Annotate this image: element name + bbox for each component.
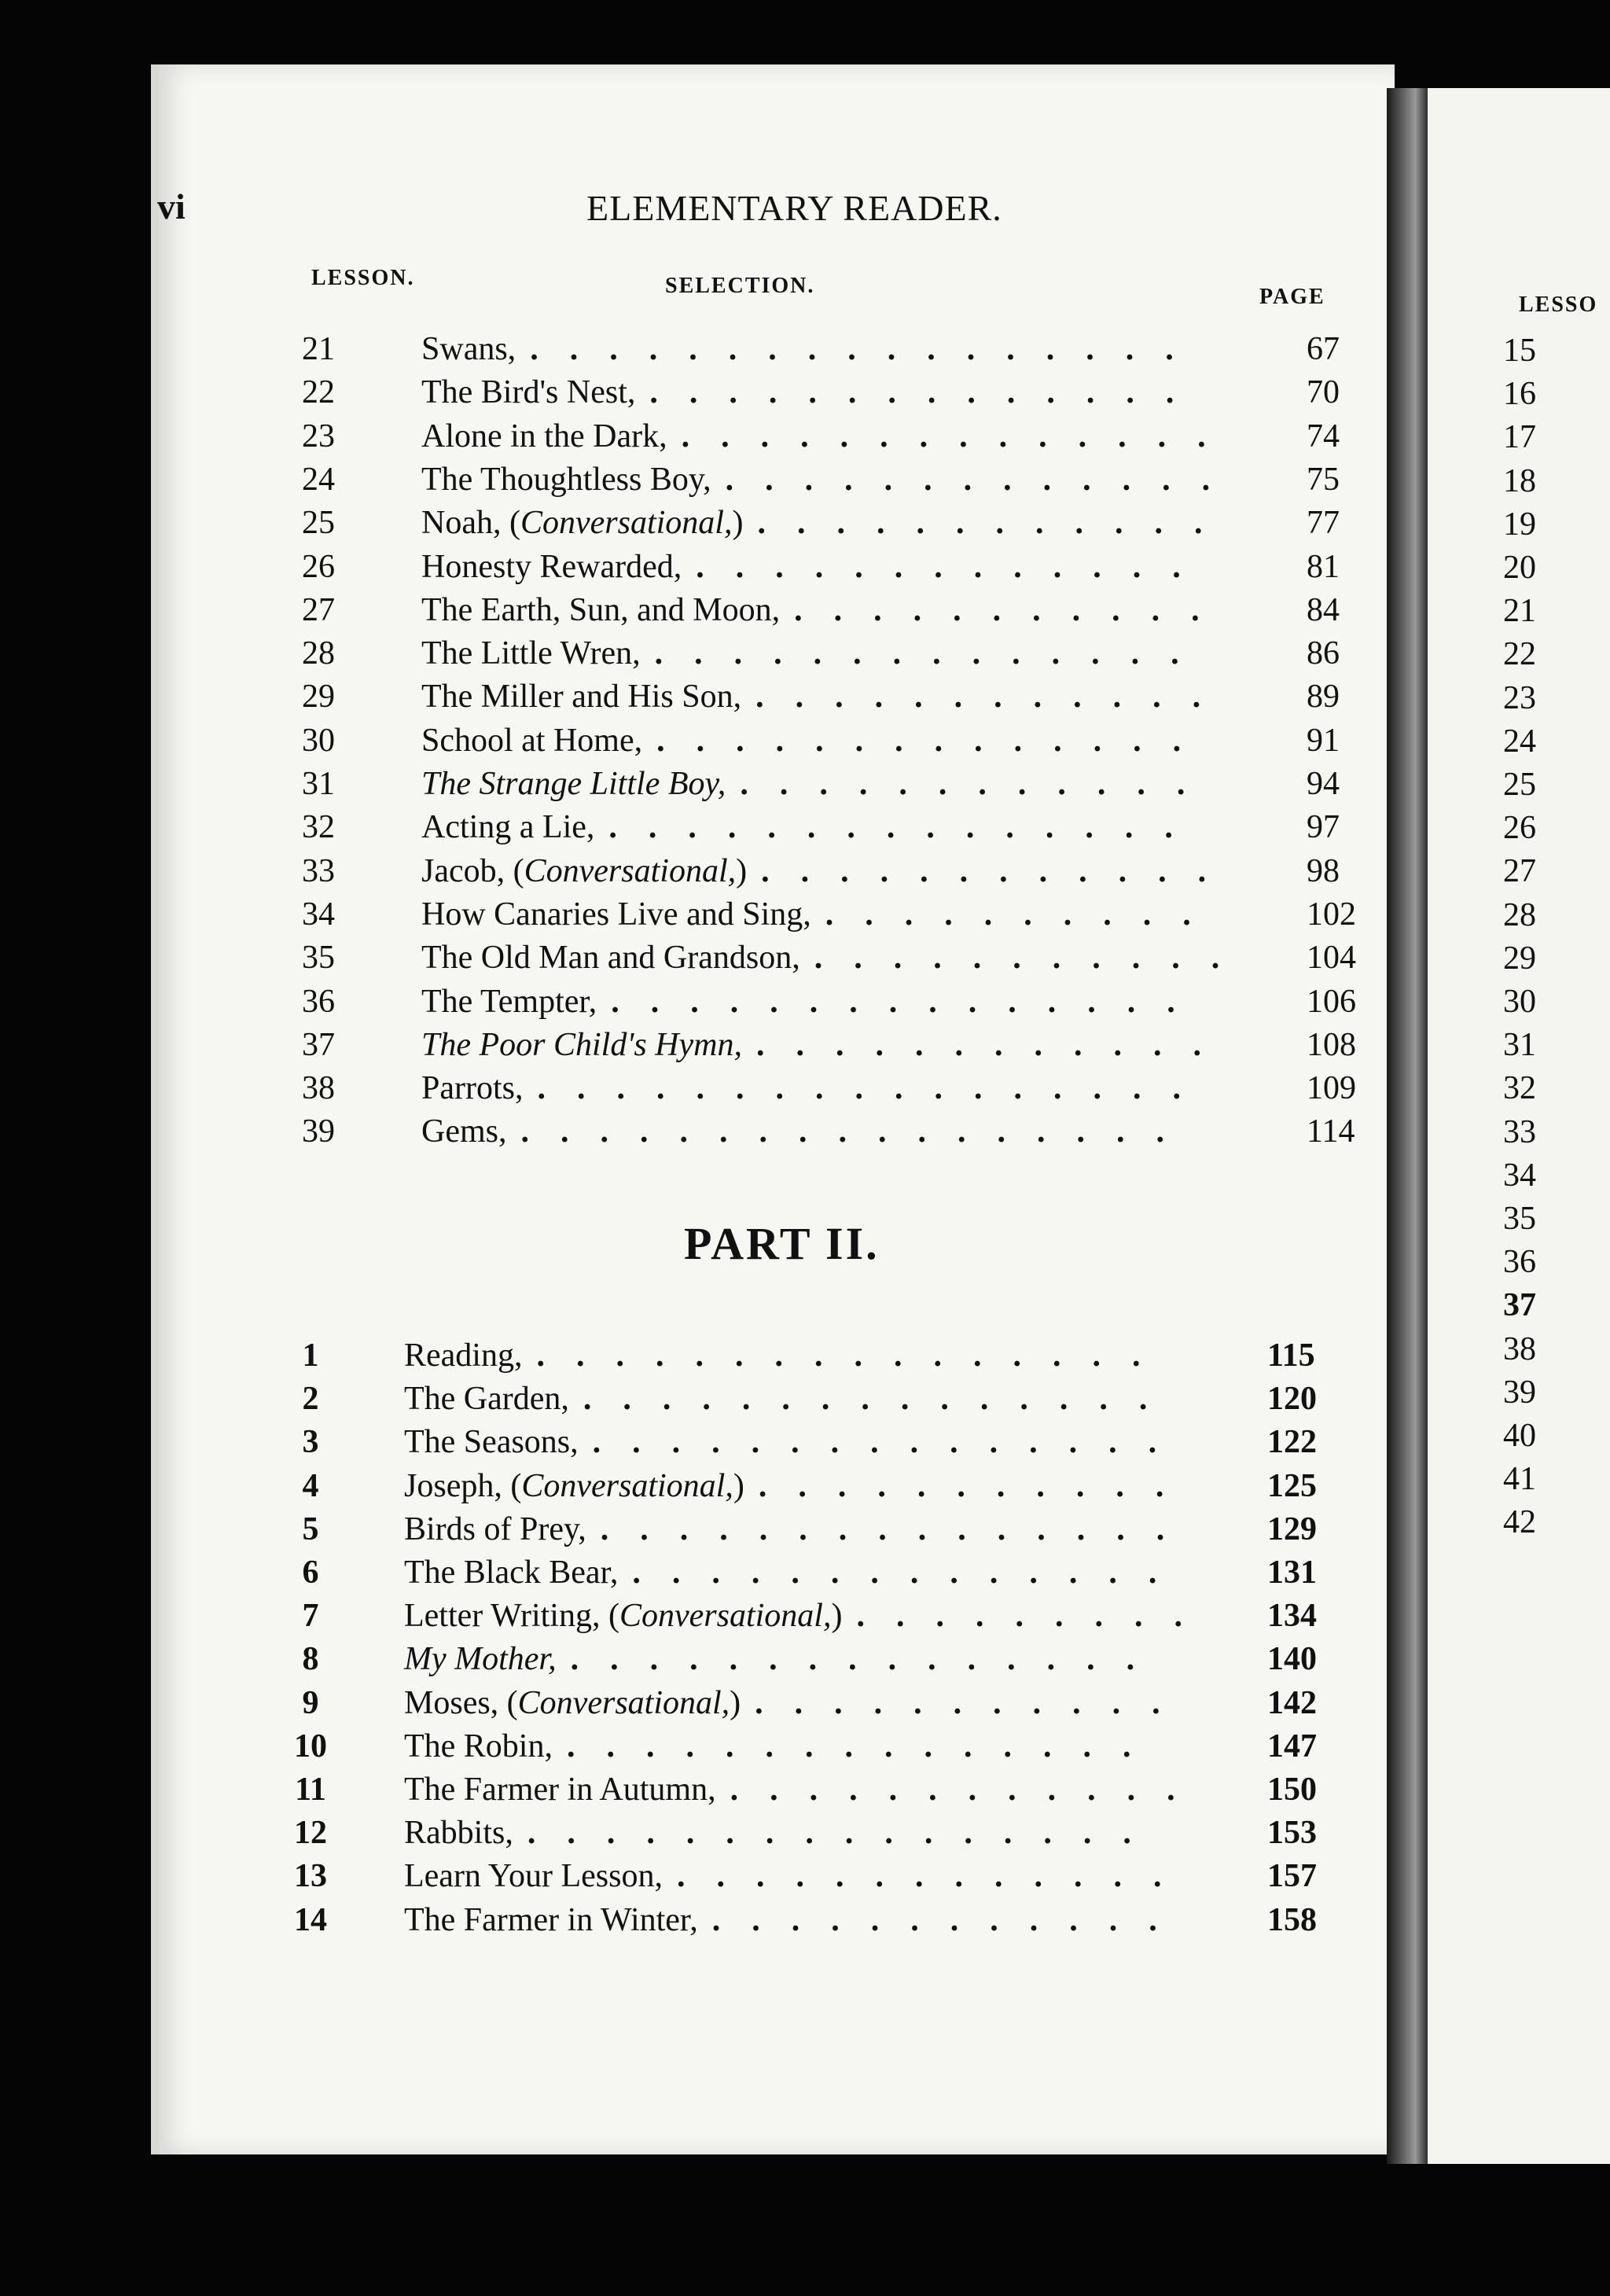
selection-title: The Old Man and Grandson, bbox=[421, 940, 800, 977]
toc-entry bbox=[283, 548, 1352, 591]
dot-leader: ........... bbox=[755, 1684, 1192, 1721]
dot-leader: .............. bbox=[632, 1555, 1189, 1591]
toc-entry bbox=[275, 1857, 1344, 1900]
page-number: 157 bbox=[1267, 1858, 1317, 1895]
selection-title: Birds of Prey, bbox=[404, 1510, 586, 1547]
page-number: 67 bbox=[1307, 331, 1340, 367]
right-page-lesson-number: 42 bbox=[1503, 1504, 1536, 1541]
selection-title: The Seasons, bbox=[404, 1424, 579, 1461]
dot-leader: ............... bbox=[570, 1641, 1167, 1678]
lesson-number: 4 bbox=[302, 1467, 319, 1504]
right-page-lesson-number: 26 bbox=[1503, 810, 1536, 847]
toc-entry bbox=[283, 896, 1356, 938]
dot-leader: ............... bbox=[566, 1728, 1163, 1764]
lesson-number: 10 bbox=[294, 1728, 327, 1764]
selection-title: Learn Your Lesson, bbox=[404, 1858, 663, 1895]
lesson-number: 39 bbox=[302, 1113, 335, 1150]
page-number: 114 bbox=[1307, 1113, 1355, 1150]
selection-title: Swans, bbox=[421, 331, 516, 367]
lesson-number: 24 bbox=[302, 461, 335, 498]
selection-title: My Mother, bbox=[404, 1641, 557, 1678]
toc-entry bbox=[275, 1380, 1344, 1422]
page-number: 75 bbox=[1307, 461, 1340, 498]
dot-leader: ............ bbox=[730, 1772, 1207, 1808]
selection-title: The Earth, Sun, and Moon, bbox=[421, 591, 781, 628]
dot-leader: ............ bbox=[711, 1901, 1189, 1938]
toc-entry bbox=[283, 591, 1352, 634]
right-page-lesson-number: 28 bbox=[1503, 896, 1536, 933]
dot-leader: .............. bbox=[681, 418, 1237, 454]
page-number: 102 bbox=[1307, 896, 1356, 933]
lesson-number: 34 bbox=[302, 896, 335, 933]
lesson-number: 27 bbox=[302, 591, 335, 628]
lesson-number: 35 bbox=[302, 940, 335, 977]
dot-leader: ............ bbox=[755, 679, 1233, 716]
toc-entry bbox=[283, 678, 1352, 720]
page-number: 98 bbox=[1307, 852, 1340, 889]
book-gutter bbox=[1387, 88, 1428, 2164]
right-page-lesson-number: 29 bbox=[1503, 940, 1536, 977]
dot-leader: ............ bbox=[740, 766, 1217, 802]
lesson-number: 26 bbox=[302, 548, 335, 585]
page-number: 115 bbox=[1267, 1337, 1315, 1374]
right-page-lesson-number: 37 bbox=[1503, 1287, 1536, 1324]
lesson-number: 33 bbox=[302, 852, 335, 889]
dot-leader: ............. bbox=[696, 548, 1212, 585]
lesson-number: 1 bbox=[302, 1337, 319, 1374]
page-number: 109 bbox=[1307, 1070, 1356, 1107]
lesson-number: 2 bbox=[302, 1381, 319, 1418]
right-page-lesson-number: 33 bbox=[1503, 1113, 1536, 1150]
selection-title: The Strange Little Boy, bbox=[421, 766, 726, 802]
page-number: 84 bbox=[1307, 591, 1340, 628]
right-page-lesson-number: 31 bbox=[1503, 1027, 1536, 1064]
page-number: 153 bbox=[1267, 1815, 1317, 1852]
lesson-column-header: LESSON. bbox=[311, 266, 415, 290]
toc-entry bbox=[283, 808, 1352, 851]
page-number: 77 bbox=[1307, 505, 1340, 542]
lesson-number: 31 bbox=[302, 766, 335, 802]
page-number: 125 bbox=[1267, 1467, 1317, 1504]
lesson-number: 22 bbox=[302, 374, 335, 411]
right-page-lesson-number: 19 bbox=[1503, 506, 1536, 543]
lesson-number: 6 bbox=[302, 1555, 319, 1591]
toc-entry bbox=[275, 1771, 1344, 1813]
lesson-number: 28 bbox=[302, 635, 335, 672]
selection-title: School at Home, bbox=[421, 722, 643, 759]
dot-leader: ......... bbox=[856, 1598, 1214, 1635]
page-number: 122 bbox=[1267, 1424, 1317, 1461]
right-page-lesson-number: 39 bbox=[1503, 1374, 1536, 1411]
selection-title: Letter Writing, (Conversational,) bbox=[404, 1598, 843, 1635]
right-page-lesson-number: 22 bbox=[1503, 636, 1536, 673]
lesson-number: 5 bbox=[302, 1510, 319, 1547]
right-page-lesson-number: 30 bbox=[1503, 984, 1536, 1020]
toc-entry bbox=[283, 504, 1352, 546]
toc-entry bbox=[283, 373, 1352, 416]
dot-leader: ............. bbox=[676, 1858, 1193, 1895]
page-number: 81 bbox=[1307, 548, 1340, 585]
lesson-number: 13 bbox=[294, 1858, 327, 1895]
lesson-number: 14 bbox=[294, 1901, 327, 1938]
lesson-number: 36 bbox=[302, 983, 335, 1020]
page-number: 150 bbox=[1267, 1772, 1317, 1808]
book-title: ELEMENTARY READER. bbox=[586, 188, 1002, 228]
dot-leader: ................. bbox=[520, 1113, 1196, 1150]
toc-entry bbox=[283, 722, 1352, 764]
right-page-lesson-number: 24 bbox=[1503, 723, 1536, 760]
toc-entry bbox=[275, 1901, 1344, 1944]
right-page-lesson-header: LESSO bbox=[1519, 293, 1598, 317]
right-page-lesson-number: 17 bbox=[1503, 419, 1536, 456]
lesson-number: 3 bbox=[302, 1424, 319, 1461]
toc-entry bbox=[275, 1728, 1344, 1770]
toc-entry bbox=[283, 461, 1352, 503]
selection-title: Jacob, (Conversational,) bbox=[421, 852, 748, 889]
selection-title: How Canaries Live and Sing, bbox=[421, 896, 811, 933]
selection-title: The Garden, bbox=[404, 1381, 569, 1418]
selection-title: The Little Wren, bbox=[421, 635, 641, 672]
lesson-number: 25 bbox=[302, 505, 335, 542]
dot-leader: .............. bbox=[649, 374, 1206, 411]
lesson-number: 29 bbox=[302, 679, 335, 716]
lesson-number: 38 bbox=[302, 1070, 335, 1107]
right-page-lesson-number: 23 bbox=[1503, 679, 1536, 716]
page-number: 91 bbox=[1307, 722, 1340, 759]
toc-entry bbox=[275, 1467, 1344, 1510]
page-number: 70 bbox=[1307, 374, 1340, 411]
selection-title: The Robin, bbox=[404, 1728, 553, 1764]
page-folio: vi bbox=[157, 186, 186, 226]
dot-leader: ........... bbox=[814, 940, 1252, 977]
selection-title: Noah, (Conversational,) bbox=[421, 505, 744, 542]
right-page-lesson-number: 27 bbox=[1503, 853, 1536, 890]
selection-title: Parrots, bbox=[421, 1070, 524, 1107]
page-number: 142 bbox=[1267, 1684, 1317, 1721]
lesson-number: 21 bbox=[302, 331, 335, 367]
right-page-lesson-number: 25 bbox=[1503, 767, 1536, 803]
right-page-lesson-number: 38 bbox=[1503, 1330, 1536, 1367]
page-number: 106 bbox=[1307, 983, 1356, 1020]
dot-leader: ............ bbox=[757, 505, 1234, 542]
selection-title: The Farmer in Autumn, bbox=[404, 1772, 716, 1808]
part-two-heading: PART II. bbox=[684, 1218, 880, 1269]
toc-entry bbox=[283, 330, 1352, 373]
lesson-number: 7 bbox=[302, 1598, 319, 1635]
selection-column-header: SELECTION. bbox=[665, 274, 815, 298]
toc-entry bbox=[283, 852, 1352, 895]
dot-leader: ................ bbox=[527, 1815, 1163, 1852]
dot-leader: ............ bbox=[761, 852, 1238, 889]
page-number: 97 bbox=[1307, 809, 1340, 846]
selection-title: Gems, bbox=[421, 1113, 507, 1150]
right-page-lesson-number: 41 bbox=[1503, 1461, 1536, 1498]
page-column-header: PAGE bbox=[1259, 285, 1325, 309]
toc-entry bbox=[275, 1423, 1344, 1466]
dot-leader: ............... bbox=[583, 1381, 1179, 1418]
right-page-lesson-number: 40 bbox=[1503, 1418, 1536, 1454]
page-number: 129 bbox=[1267, 1510, 1317, 1547]
toc-entry bbox=[283, 939, 1356, 981]
selection-title: Acting a Lie, bbox=[421, 809, 595, 846]
page-number: 131 bbox=[1267, 1555, 1317, 1591]
selection-title: Rabbits, bbox=[404, 1815, 513, 1852]
selection-title: The Bird's Nest, bbox=[421, 374, 636, 411]
right-page-lesson-number: 21 bbox=[1503, 593, 1536, 630]
toc-entry bbox=[275, 1597, 1344, 1639]
dot-leader: ............... bbox=[592, 1424, 1189, 1461]
selection-title: Alone in the Dark, bbox=[421, 418, 667, 454]
selection-title: The Poor Child's Hymn, bbox=[421, 1026, 742, 1063]
toc-entry bbox=[283, 1113, 1355, 1155]
dot-leader: ............. bbox=[725, 461, 1242, 498]
lesson-number: 11 bbox=[295, 1772, 326, 1808]
dot-leader: ........... bbox=[794, 591, 1231, 628]
lesson-number: 8 bbox=[302, 1641, 319, 1678]
dot-leader: ............... bbox=[608, 809, 1204, 846]
toc-entry bbox=[275, 1510, 1344, 1553]
page-number: 89 bbox=[1307, 679, 1340, 716]
selection-title: The Tempter, bbox=[421, 983, 597, 1020]
toc-entry bbox=[283, 765, 1352, 808]
dot-leader: ................ bbox=[536, 1337, 1172, 1374]
lesson-number: 37 bbox=[302, 1026, 335, 1063]
right-page-lesson-number: 35 bbox=[1503, 1201, 1536, 1237]
dot-leader: ................. bbox=[530, 331, 1205, 367]
right-page-lesson-number: 20 bbox=[1503, 550, 1536, 586]
toc-entry bbox=[283, 418, 1352, 460]
toc-entry bbox=[275, 1640, 1344, 1683]
toc-entry bbox=[275, 1684, 1344, 1727]
selection-title: Reading, bbox=[404, 1337, 523, 1374]
right-page-lesson-number: 15 bbox=[1503, 333, 1536, 369]
lesson-number: 9 bbox=[302, 1684, 319, 1721]
lesson-number: 12 bbox=[294, 1815, 327, 1852]
page-number: 140 bbox=[1267, 1641, 1317, 1678]
toc-entry bbox=[275, 1337, 1344, 1379]
page-number: 86 bbox=[1307, 635, 1340, 672]
right-page-lesson-number: 32 bbox=[1503, 1070, 1536, 1107]
lesson-number: 32 bbox=[302, 809, 335, 846]
dot-leader: ............... bbox=[611, 983, 1207, 1020]
right-page-lesson-number: 36 bbox=[1503, 1244, 1536, 1281]
selection-title: Joseph, (Conversational,) bbox=[404, 1467, 744, 1504]
selection-title: Honesty Rewarded, bbox=[421, 548, 682, 585]
selection-title: Moses, (Conversational,) bbox=[404, 1684, 741, 1721]
page-number: 108 bbox=[1307, 1026, 1356, 1063]
right-page-lesson-number: 18 bbox=[1503, 462, 1536, 499]
selection-title: The Miller and His Son, bbox=[421, 679, 742, 716]
dot-leader: .......... bbox=[825, 896, 1222, 933]
right-page-lesson-number: 34 bbox=[1503, 1157, 1536, 1194]
page-number: 74 bbox=[1307, 418, 1340, 454]
page-number: 94 bbox=[1307, 766, 1340, 802]
page-number: 158 bbox=[1267, 1901, 1317, 1938]
lesson-number: 30 bbox=[302, 722, 335, 759]
dot-leader: .............. bbox=[656, 722, 1213, 759]
page-number: 104 bbox=[1307, 940, 1356, 977]
toc-entry bbox=[283, 635, 1352, 677]
dot-leader: .............. bbox=[654, 635, 1211, 672]
selection-title: The Thoughtless Boy, bbox=[421, 461, 711, 498]
dot-leader: ................. bbox=[537, 1070, 1212, 1107]
selection-title: The Black Bear, bbox=[404, 1555, 619, 1591]
right-page-lesson-number: 16 bbox=[1503, 376, 1536, 413]
page-number: 120 bbox=[1267, 1381, 1317, 1418]
page-number: 147 bbox=[1267, 1728, 1317, 1764]
toc-entry bbox=[275, 1554, 1344, 1596]
dot-leader: ............... bbox=[600, 1510, 1196, 1547]
selection-title: The Farmer in Winter, bbox=[404, 1901, 698, 1938]
toc-entry bbox=[283, 983, 1356, 1025]
dot-leader: ............ bbox=[755, 1026, 1233, 1063]
toc-entry bbox=[275, 1814, 1344, 1856]
dot-leader: ........... bbox=[758, 1467, 1196, 1504]
lesson-number: 23 bbox=[302, 418, 335, 454]
toc-entry bbox=[283, 1026, 1356, 1069]
toc-entry bbox=[283, 1069, 1356, 1112]
page-number: 134 bbox=[1267, 1598, 1317, 1635]
